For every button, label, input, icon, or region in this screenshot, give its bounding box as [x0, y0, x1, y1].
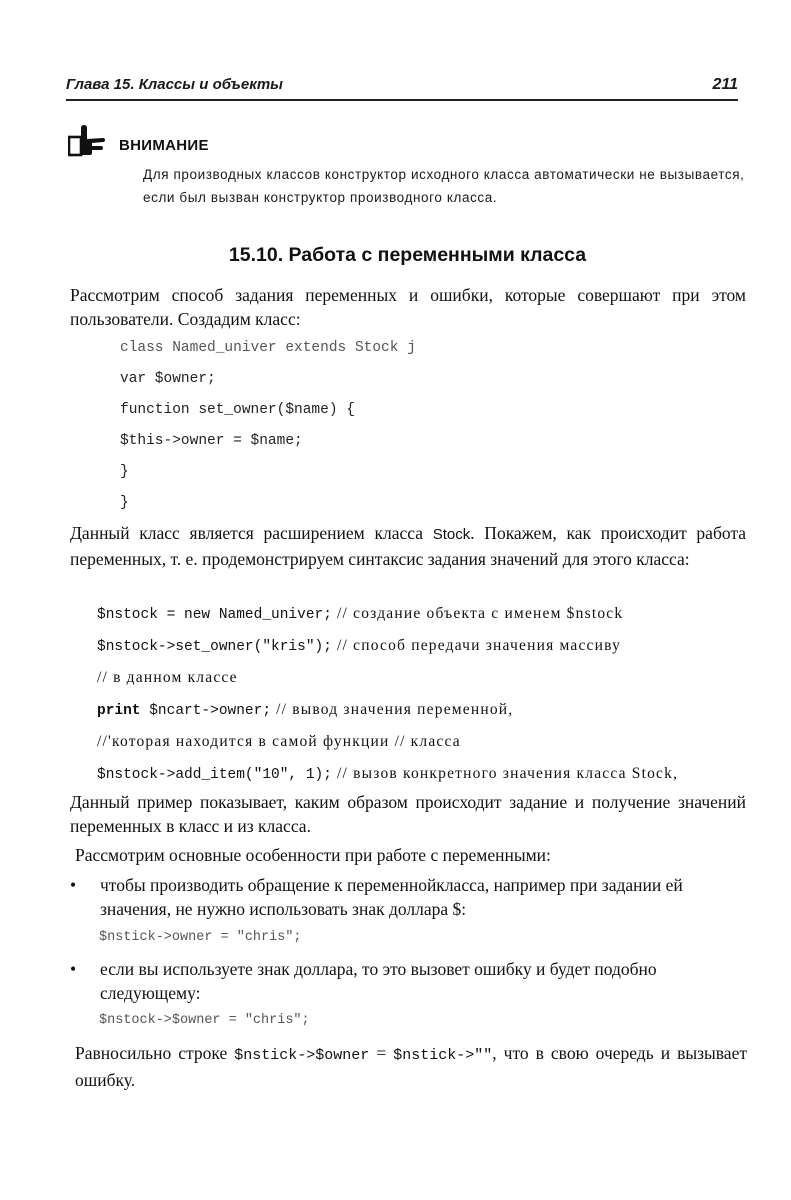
code-keyword: print — [97, 703, 141, 719]
code-line: var $owner; — [120, 371, 216, 387]
bullet-marker: • — [70, 959, 77, 979]
paragraph-text: , что в свою очередь и вызывает ошибку. — [75, 1043, 747, 1090]
hand-pointing-icon — [68, 125, 106, 157]
header-rule — [66, 99, 738, 101]
code-line — [97, 630, 737, 662]
notice-title: ВНИМАНИЕ — [119, 137, 209, 154]
code-comment: // создание объекта с именем $nstock — [331, 605, 624, 622]
paragraph-text: . Покажем, как происходит работа переменных, т. е. продемонстрируем синтаксис задания значений для этого класса: — [70, 523, 746, 569]
notice-text: Для производных классов конструктор исходного класса автоматически не вызывается, если был вызван конструктор производного класса. — [143, 167, 745, 205]
list-item-text: чтобы производить обращение к переменнойкласса, например при задании ей значения, не нужно использовать знак доллара $: — [100, 875, 683, 919]
paragraph-text: Данный класс является расширением класса — [70, 523, 433, 543]
code-snippet: $nstick->owner = "chris"; — [99, 930, 302, 945]
code-line: } — [120, 464, 129, 480]
paragraph-text: Равносильно строке — [75, 1043, 235, 1063]
bullet-marker: • — [70, 875, 77, 895]
code-line: function set_owner($name) { — [120, 402, 355, 418]
section-title — [0, 244, 791, 267]
code-line — [97, 662, 737, 694]
code-comment: // вызов конкретного значения класса Stock, — [331, 765, 679, 782]
code-line — [97, 694, 737, 726]
running-header — [66, 76, 738, 98]
chapter-title: Глава 15. Классы и объекты — [66, 76, 283, 93]
code-line — [97, 598, 737, 630]
code-block-class — [120, 333, 416, 519]
code-comment: // вывод значения переменной, — [271, 701, 514, 718]
inline-class-name: Stock — [432, 526, 471, 543]
code-text: $nstock->set_owner("kris"); — [97, 639, 332, 655]
code-comment: // в данном классе — [97, 669, 238, 686]
code-line — [97, 726, 737, 758]
paragraph-features: Рассмотрим основные особенности при работе с переменными: — [75, 845, 551, 865]
paragraph-explanation: Данный пример показывает, каким образом происходит задание и получение значений переменных в класс и из класса. — [70, 792, 746, 836]
code-line: $this->owner = $name; — [120, 433, 303, 449]
page-number: 211 — [712, 76, 738, 93]
paragraph-conclusion — [75, 1041, 747, 1092]
code-line: } — [120, 495, 129, 511]
paragraph-intro: Рассмотрим способ задания переменных и ошибки, которые совершают при этом пользователи. Создадим класс: — [70, 285, 746, 329]
inline-code: $nstick->"" — [393, 1047, 493, 1064]
code-comment: // способ передачи значения массиву — [331, 637, 622, 654]
code-text: $nstock = new Named_univer; — [97, 607, 332, 623]
code-text: $nstock->add_item("10", 1); — [97, 767, 332, 783]
inline-code: $nstick->$owner — [234, 1047, 370, 1064]
code-snippet: $nstock->$owner = "chris"; — [99, 1013, 310, 1028]
code-comment: //'которая находится в самой функции // класса — [97, 733, 461, 750]
code-block-usage — [97, 598, 737, 790]
code-line: class Named_univer extends Stock j — [120, 340, 416, 356]
paragraph-extension — [70, 521, 746, 571]
section-title-text: 15.10. Работа с переменными класса — [228, 244, 587, 266]
code-text: $ncart->owner; — [140, 703, 272, 719]
code-line — [97, 758, 737, 790]
paragraph-text: = — [369, 1043, 394, 1063]
list-item-text: если вы используете знак доллара, то это вызовет ошибку и будет подобно следующему: — [100, 959, 657, 1003]
